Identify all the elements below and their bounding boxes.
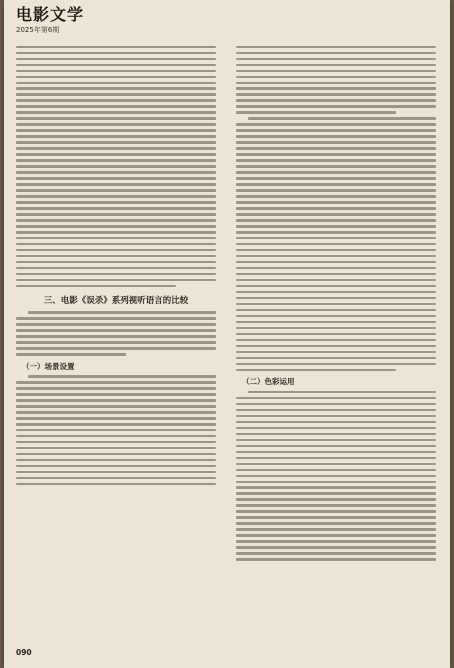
- magazine-title: 电影文学: [16, 5, 85, 24]
- sub-heading: （一）场景设置: [22, 361, 75, 371]
- right-column: [236, 42, 436, 564]
- paragraph: [16, 311, 216, 355]
- sub-heading: （二）色彩运用: [242, 377, 295, 387]
- document-page: [4, 0, 450, 668]
- paragraph: [236, 391, 436, 561]
- left-column: [16, 42, 216, 489]
- paragraph: [236, 46, 436, 114]
- issue-label: 2025年第6期: [16, 26, 60, 34]
- paragraph: [236, 117, 436, 371]
- section-heading: 三、电影《误杀》系列视听语言的比较: [43, 296, 189, 307]
- paragraph: [16, 375, 216, 485]
- paragraph: [16, 46, 216, 288]
- page-number: 090: [16, 648, 32, 657]
- masthead: [16, 6, 84, 35]
